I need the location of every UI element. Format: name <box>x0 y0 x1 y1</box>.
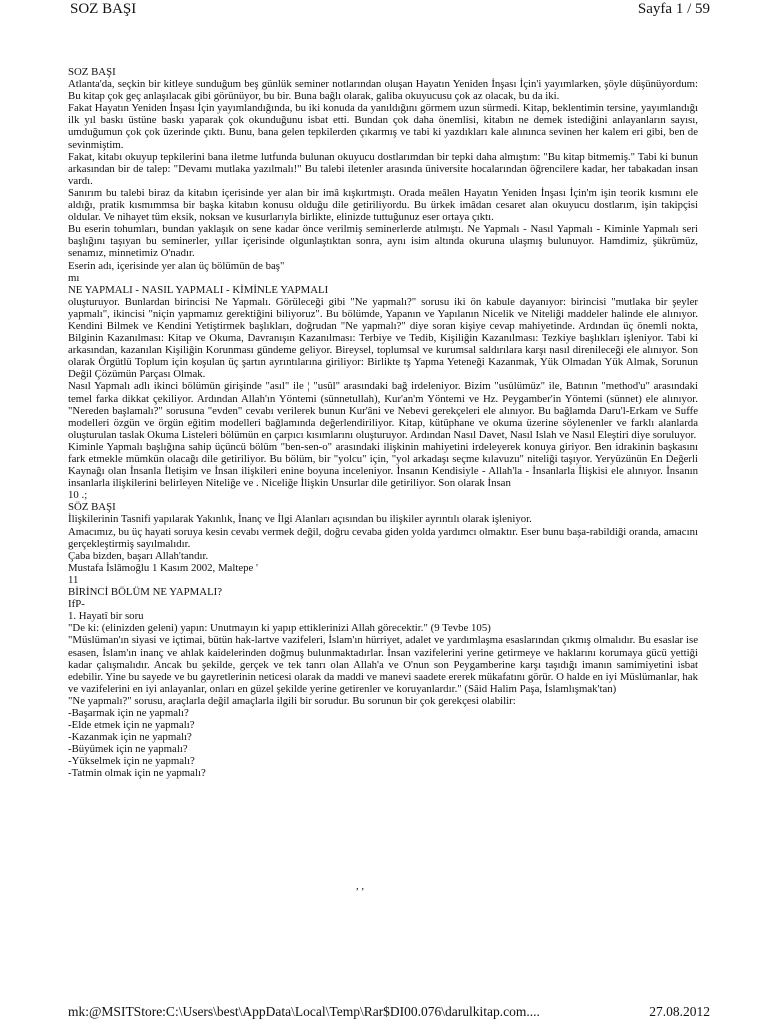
stray-mark: , , <box>356 880 365 892</box>
paragraph: Atlanta'da, seçkin bir kitleye sunduğum beş günlük seminer notlarından oluşan Hayatın Yeniden İnşası İçin'i yayımlarken, şöyle düşünüyordum: Bu kitap çok geç anlaşılacak gibi görünüyor, bu bir. Buna bağlı olarak, galiba okuyucusu çok az olacak, bu da iki. <box>68 78 698 103</box>
heading-line: IfP- <box>68 598 85 611</box>
heading-line: -Kazanmak için ne yapmalı? <box>68 731 192 744</box>
paragraph: "Müslüman'ın siyasi ve içtimai, bütün hak-lartve vazifeleri, İslam'ın hürriyet, adalet ve yardımlaşma esaslarından çıkmış olmalıdır. Bu esaslar ise esasen, İslam'ın inanç ve ahlak kaidelerinden doğmuş bulunmaktadırlar. İnsan vazifelerini yerine getirmeye ve haklarını korumaya gücü yettiği kadar çalışmalıdır. Ancak bu şekilde, gerçek ve tek tanrı olan Allah'a ve O'nun son Peygamberine karşı taşıdığı imanın samimiyetini isbat edebilir. Yine bu sayede ve bu gayretlerinin neticesi olarak da maddi ve manevi saadete ererek mükafatını görür. O halde en iyi Müslümanlar, hak ve vazifelerini en iyi anlayanlar, onları en güzel şekilde yerine getirenler ve koruyanlardır." (Sâid Halim Paşa, İslamlışmak'tan) <box>68 634 698 695</box>
footer-path: mk:@MSITStore:C:\Users\best\AppData\Local\Temp\Rar$DI00.076\darulkitap.com.... <box>68 1004 540 1019</box>
paragraph: Nasıl Yapmalı adlı ikinci bölümün girişinde "asıl" ile ¦ "usûl" arasındaki bağ irdeleniyor. Bizim "usûlümüz" ile, Batının "method'u" arasındaki temel farka dikkat çekiliyor. Ardından Allah'ın Yöntemi (sünnetullah), Kur'an'm Yöntemi ve Hz. Peygamber'in Yöntemi (sünnet) ele alınıyor. "Nereden başlamalı?" sorusuna "evden" cevabı verilerek bunun Kur'âni ve Nebevi gerekçeleri ele alınıyor. Bu bağlamda Daru'l-Erkam ve Suffe modelleri özgün ve örgün eğitim modelleri bağlamında değerlendiriliyor. Kitap, kütüphane ve okuma üzerine söylenenler ve farklı alanlarda oluşturulan taslak Okuma Listeleri bölümün en çarpıcı kısımlarını oluşturuyor. Ardından Nasıl Davet, Nasıl Islah ve Nasıl Eleştiri diye soruluyor. <box>68 380 698 441</box>
page-header <box>0 0 768 40</box>
heading-line: 11 <box>68 573 79 586</box>
heading-line: NE YAPMALI - NASIL YAPMALI - KİMİNLE YAPMALI <box>68 283 329 296</box>
paragraph: Fakat Hayatın Yeniden İnşası İçin yayımlandığında, bu iki konuda da yanıldığını görmem uzun sürmedi. Kitap, beklentimin tersine, yayımlandığı ilk yıl baskı üstüne baskı yaparak çok okunduğunu isbat etti. Bundan çok daha önemlisi, kitabın ne demek istediğini anlayanların sayısı, umduğumun çok çok üzerinde çıktı. Bunu, bana gelen tepkilerden çıkarmış ve tabi ki yazdıkları kale alınınca sevinen her kalem eri gibi, ben de sevinmiştim. <box>68 102 698 151</box>
heading-line: "De ki: (elinizden geleni) yapın: Unutmayın ki yapıp ettiklerinizi Allah görecektir." (9 Tevbe 105) <box>68 622 491 635</box>
heading-line: Mustafa İslâmoğlu 1 Kasım 2002, Maltepe ' <box>68 561 258 574</box>
paragraph: oluşturuyor. Bunlardan birincisi Ne Yapmalı. Görüleceği gibi "Ne yapmalı?" sorusu iki ön kabule dayanıyor: birincisi "mutlaka bir şeyler yapmalı", ikincisi "niçin yapmamız gerektiğini biliyoruz". Bu bölümde, Yapanın ve Yapılanın Nicelik ve Niteliği maddeler halinde ele alınıyor. Kendini Bilmek ve Kendini Yetiştirmek başlıkları, doğrudan "Ne yapmalı?" diye soran kişiye cevap mahiyetinde. Ardından üç önemli nokta, Bilginin Kazanılması: Kitap ve Okuma, Davranışın Kazanılması: Terbiye ve Tedib, Kişiliğin Kazanılması: Tezkiye başlıkları işleniyor. Tabi ki arkasından, kazanılan Kişiliğin Korunması gündeme geliyor. Bireysel, toplumsal ve kurumsal saldırılara karşı nasıl direnileceği ele alınıyor. Son olarak Örgütlü Toplum için koşulan üç şartın ayrıntılarına giriliyor: Birlikte tş Yapma Yeteneği Kazanmak, Yük Olmadan Yük Almak, Sorunun Değil Çözümün Parçası Olmak. <box>68 295 698 381</box>
paragraph: İlişkilerinin Tasnifi yapılarak Yakınlık, İnanç ve İlgi Alanları açısından bu ilişkiler ayrıntılı olarak işleniyor. <box>68 513 532 526</box>
paragraph: Bu eserin tohumları, bundan yaklaşık on sene kadar önce verilmiş seminerlerde atılmıştı. Ne Yapmalı - Nasıl Yapmalı - Kiminle Yapmalı seri başlığını taşıyan bu seminerler, yıllar içerisinde olgunlaştıktan sonra, aynı isim altında okuruna ulaşmış bulunuyor. Hamdimiz, şükrümüz, senamız, minnetimiz O'nadır. <box>68 223 698 260</box>
page-number: Sayfa 1 / 59 <box>637 1 710 17</box>
heading-line: SOZ BAŞI <box>68 66 116 78</box>
heading-line: -Tatmin olmak için ne yapmalı? <box>68 767 206 780</box>
paragraph: Sanırım bu talebi biraz da kitabın içerisinde yer alan bir imâ kışkırtmıştı. Orada meâlen Hayatın Yeniden İnşası İçin'm işin teorik kısmını ele aldığı, pratik kısmımmsa bir başka kitabın konusu olduğu dile getiriliyordu. Bu ürkek imâdan cesaret alan okuyucu dostlarım, işin takipçisi oldular. Ve nihayet tüm eksik, noksan ve kusurlarıyla birlikte, elinizde tuttuğunuz eser ortaya çıktı. <box>68 186 698 224</box>
heading-line: -Elde etmek için ne yapmalı? <box>68 719 195 732</box>
heading-line: -Büyümek için ne yapmalı? <box>68 743 188 756</box>
footer-date: 27.08.2012 <box>649 1004 710 1019</box>
paragraph: Kiminle Yapmalı başlığına sahip üçüncü bölüm "ben-sen-o" arasındaki ilişkinin mahiyetini irdeleyerek konuya giriyor. Ben idrakinin başkasını fark etmekle mümkün olacağı dile getiriliyor. Bu bölüm, bir "yolcu" için, "yol arkadaşı seçme kılavuzu" niteliği taşıyor. Yeryüzünün En Değerli Kaynağı olan İnsanla İletişim ve İnsan ilişkileri enine boyuna inceleniyor. İnsanın Kendisiyle - Allah'la - İnsanlarla İlişkisi ele alınıyor. İnsanın insanlarla ilişkilerini belirleyen Niteliğe ve . Niceliğe İlişkin Unsurlar dile getiriliyor. Son olarak İnsan <box>68 440 698 490</box>
heading-line: 10 .; <box>68 489 88 502</box>
document-body <box>68 66 698 780</box>
heading-line: 1. Hayatî bir soru <box>68 610 144 623</box>
heading-line: BİRİNCİ BÖLÜM NE YAPMALI? <box>68 586 223 599</box>
paragraph: Fakat, kitabı okuyup tepkilerini bana iletme lutfunda bulunan okuyucu dostlarımdan bir tepki daha almıştım: "Bu kitap bitmemiş." Tabi ki bunun arkasından bir de talep: "Devamı mutlaka yazılmalı!" Bu talebi iletenler arasında üniversite hocalarından öğrencilere kadar, her tabakadan insan vardı. <box>68 150 698 187</box>
heading-line: Çaba bizden, başarı Allah'tandır. <box>68 549 209 562</box>
page-footer <box>0 1004 768 1024</box>
heading-line: Eserin adı, içerisinde yer alan üç bölümün de baş" <box>68 259 285 272</box>
heading-line: mı <box>68 271 80 284</box>
heading-line: SÖZ BAŞI <box>68 501 116 514</box>
heading-line: -Yükselmek için ne yapmalı? <box>68 755 195 768</box>
paragraph: Amacımız, bu üç hayati soruya kesin cevabı vermek değil, doğru cevaba giden yolda yardımcı olmaktır. Eser bunu başa-rabildiği oranda, amacını gerçekleştirmiş sayılmalıdır. <box>68 525 698 550</box>
heading-line: "Ne yapmalı?" sorusu, araçlarla değil amaçlarla ilgili bir sorudur. Bu sorunun bir çok gerekçesi olabilir: <box>68 694 516 707</box>
header-title: SOZ BAŞI <box>70 1 137 17</box>
heading-line: -Başarmak için ne yapmalı? <box>68 706 189 719</box>
